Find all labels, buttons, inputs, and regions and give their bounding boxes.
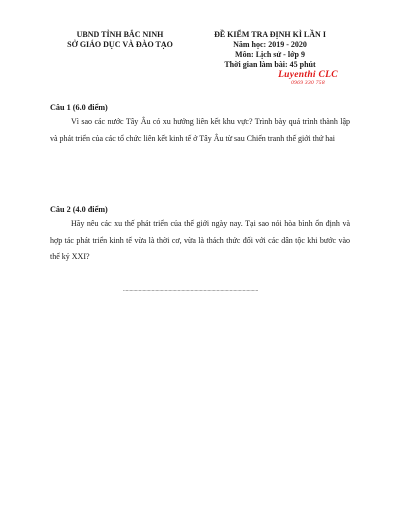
- issuer-line-province: UBND TỈNH BẮC NINH: [76, 30, 164, 39]
- issuer-block: [50, 30, 190, 50]
- question-1-text: Vì sao các nước Tây Âu có xu hướng liên kết khu vực? Trình bày quá trình thành lập và phát triển của các tổ chức liên kết kinh tế ở Tây Âu từ sau Chiến tranh thế giới thứ hai: [50, 117, 350, 143]
- watermark-logo: [248, 70, 368, 87]
- school-year: Năm học: 2019 - 2020: [233, 40, 307, 49]
- question-2-title: Câu 2 (4.0 điểm): [50, 205, 108, 214]
- exam-title: ĐỀ KIỂM TRA ĐỊNH KÌ LẦN I: [214, 30, 326, 39]
- end-dotted-line: ........................................................................................................: [123, 287, 259, 293]
- exam-info-block: [190, 30, 350, 70]
- question-2-text: Hãy nêu các xu thế phát triển của thế giới ngày nay. Tại sao nói hòa bình ổn định và hợp tác phát triển kinh tế vừa là thời cơ, vừa là thách thức đối với các dân tộc khi bước vào thế kỷ XXI?: [50, 219, 350, 261]
- watermark-phone: 0969 330 758: [291, 80, 325, 86]
- time-limit: Thời gian làm bài: 45 phút: [224, 60, 316, 69]
- question-1-title: Câu 1 (6.0 điểm): [50, 103, 108, 112]
- issuer-line-department: SỞ GIÁO DỤC VÀ ĐÀO TẠO: [67, 40, 173, 49]
- watermark-name: Luyenthi CLC: [278, 70, 338, 80]
- subject-grade: Môn: Lịch sử - lớp 9: [235, 50, 305, 59]
